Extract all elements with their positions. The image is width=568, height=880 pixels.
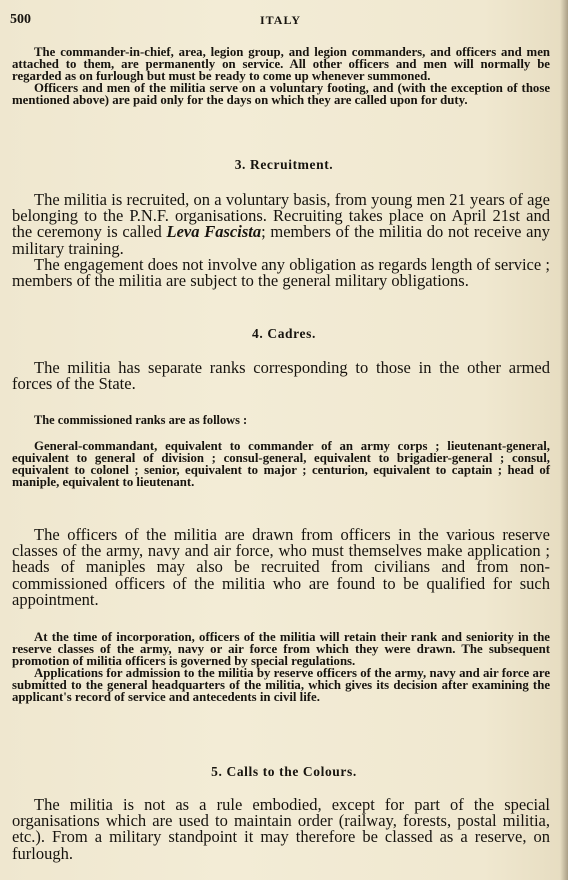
recruitment-text-a: The militia is recruited, on a voluntary basis, from young men 21 years of age belonging to the P.N.F. organisations. Recruiting takes place on April 21st and the ceremony is called — [12, 190, 550, 242]
cadres-paragraph-2: The commissioned ranks are as follows : — [34, 413, 248, 427]
cadres-paragraph-3: General-commandant, equivalent to commander of an army corps ; lieutenant-general, equivalent to general of division ; consul-general, equivalent to brigadier-general ; consul, equivalent to colonel ; senior, equivalent to major ; centurion, equivalent to captain ; head of maniple, equivalent to lieutenant. — [12, 439, 550, 489]
cadres-ranks — [12, 440, 550, 488]
recruitment-text-b: ; members of the militia do not receive any military training. — [12, 222, 550, 258]
calls-heading: 5. Calls to the Colours. — [211, 764, 357, 779]
cadres-heading: 4. Cadres. — [252, 326, 316, 341]
intro-section — [12, 46, 550, 106]
cadres-paragraph-5: At the time of incorporation, officers of the militia will retain their rank and seniority in the reserve classes of the army, navy or air force from which they were drawn. The subsequent promotion of militia officers is governed by special regulations. — [12, 630, 550, 668]
leva-fascista-term: Leva Fascista — [166, 222, 262, 242]
calls-section — [12, 797, 550, 862]
recruitment-heading: 3. Recruitment. — [234, 157, 334, 172]
cadres-paragraph-6: Applications for admission to the militia by reserve officers of the army, navy and air force are submitted to the general headquarters of the militia, which gives its decision after examining the applicant's record of service and antecedents in civil life. — [12, 666, 550, 704]
page-header — [0, 0, 568, 30]
recruitment-paragraph-2: The engagement does not involve any obligation as regards length of service ; members of the militia are subject to the general military obligations. — [12, 254, 550, 291]
cadres-intro — [12, 360, 550, 392]
recruitment-paragraph-1 — [12, 192, 550, 257]
calls-paragraph-1: The militia is not as a rule embodied, except for part of the special organisations which are used to maintain order (railway, forests, postal militia, etc.). From a military standpoint it may therefore be classed as a reserve, on furlough. — [12, 795, 550, 863]
page-number: 500 — [10, 12, 31, 27]
cadres-paragraph-4: The officers of the militia are drawn from officers in the various reserve classes of the army, navy and air force, who must themselves make application ; heads of maniples may also be recruited from civilians and from non-commissioned officers of the militia who are found to be qualified for such appointment. — [12, 525, 550, 609]
cadres-ranks-intro — [12, 413, 550, 428]
intro-paragraph-1: The commander-in-chief, area, legion group, and legion commanders, and officers and men attached to them, are permanently on service. All other officers and men will normally be regarded as on furlough but must be ready to come up whenever summoned. — [12, 45, 550, 83]
running-head: ITALY — [260, 13, 302, 27]
cadres-incorporation — [12, 631, 550, 703]
cadres-officers — [12, 527, 550, 608]
intro-paragraph-2: Officers and men of the militia serve on a voluntary footing, and (with the exception of those mentioned above) are paid only for the days on which they are called upon for duty. — [12, 81, 550, 107]
recruitment-section — [12, 192, 550, 289]
cadres-paragraph-1: The militia has separate ranks corresponding to those in the other armed forces of the State. — [12, 358, 550, 394]
